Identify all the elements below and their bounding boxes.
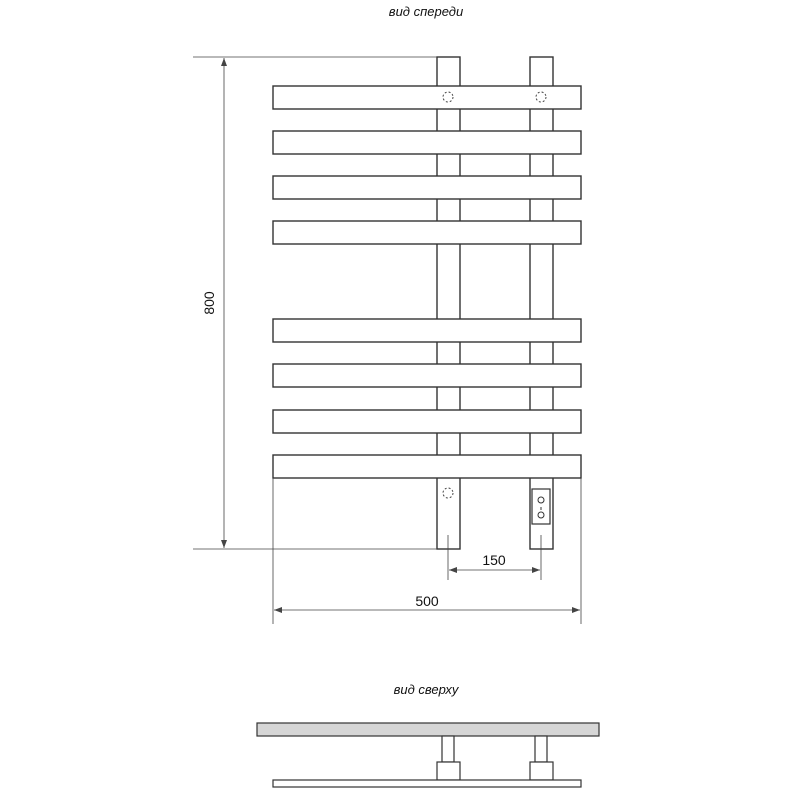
crossbar <box>273 221 581 244</box>
top-view-title: вид сверху <box>393 682 459 697</box>
crossbar <box>273 176 581 199</box>
top-view-left-mount <box>437 762 460 780</box>
spacing-dimension-label: 150 <box>482 552 506 568</box>
crossbar <box>273 364 581 387</box>
top-view-right-standoff <box>535 736 547 762</box>
spacing-dimension <box>448 535 541 580</box>
crossbar <box>273 131 581 154</box>
front-view-title: вид спереди <box>388 4 464 19</box>
width-dimension-label: 500 <box>415 593 439 609</box>
crossbar <box>273 410 581 433</box>
top-view-left-standoff <box>442 736 454 762</box>
heating-switch-icon <box>532 489 550 524</box>
top-view <box>257 723 599 787</box>
crossbar <box>273 86 581 109</box>
top-view-right-mount <box>530 762 553 780</box>
crossbar <box>273 319 581 342</box>
height-dimension-label: 800 <box>201 291 217 315</box>
crossbar <box>273 455 581 478</box>
top-view-wall <box>273 780 581 787</box>
top-view-bar <box>257 723 599 736</box>
